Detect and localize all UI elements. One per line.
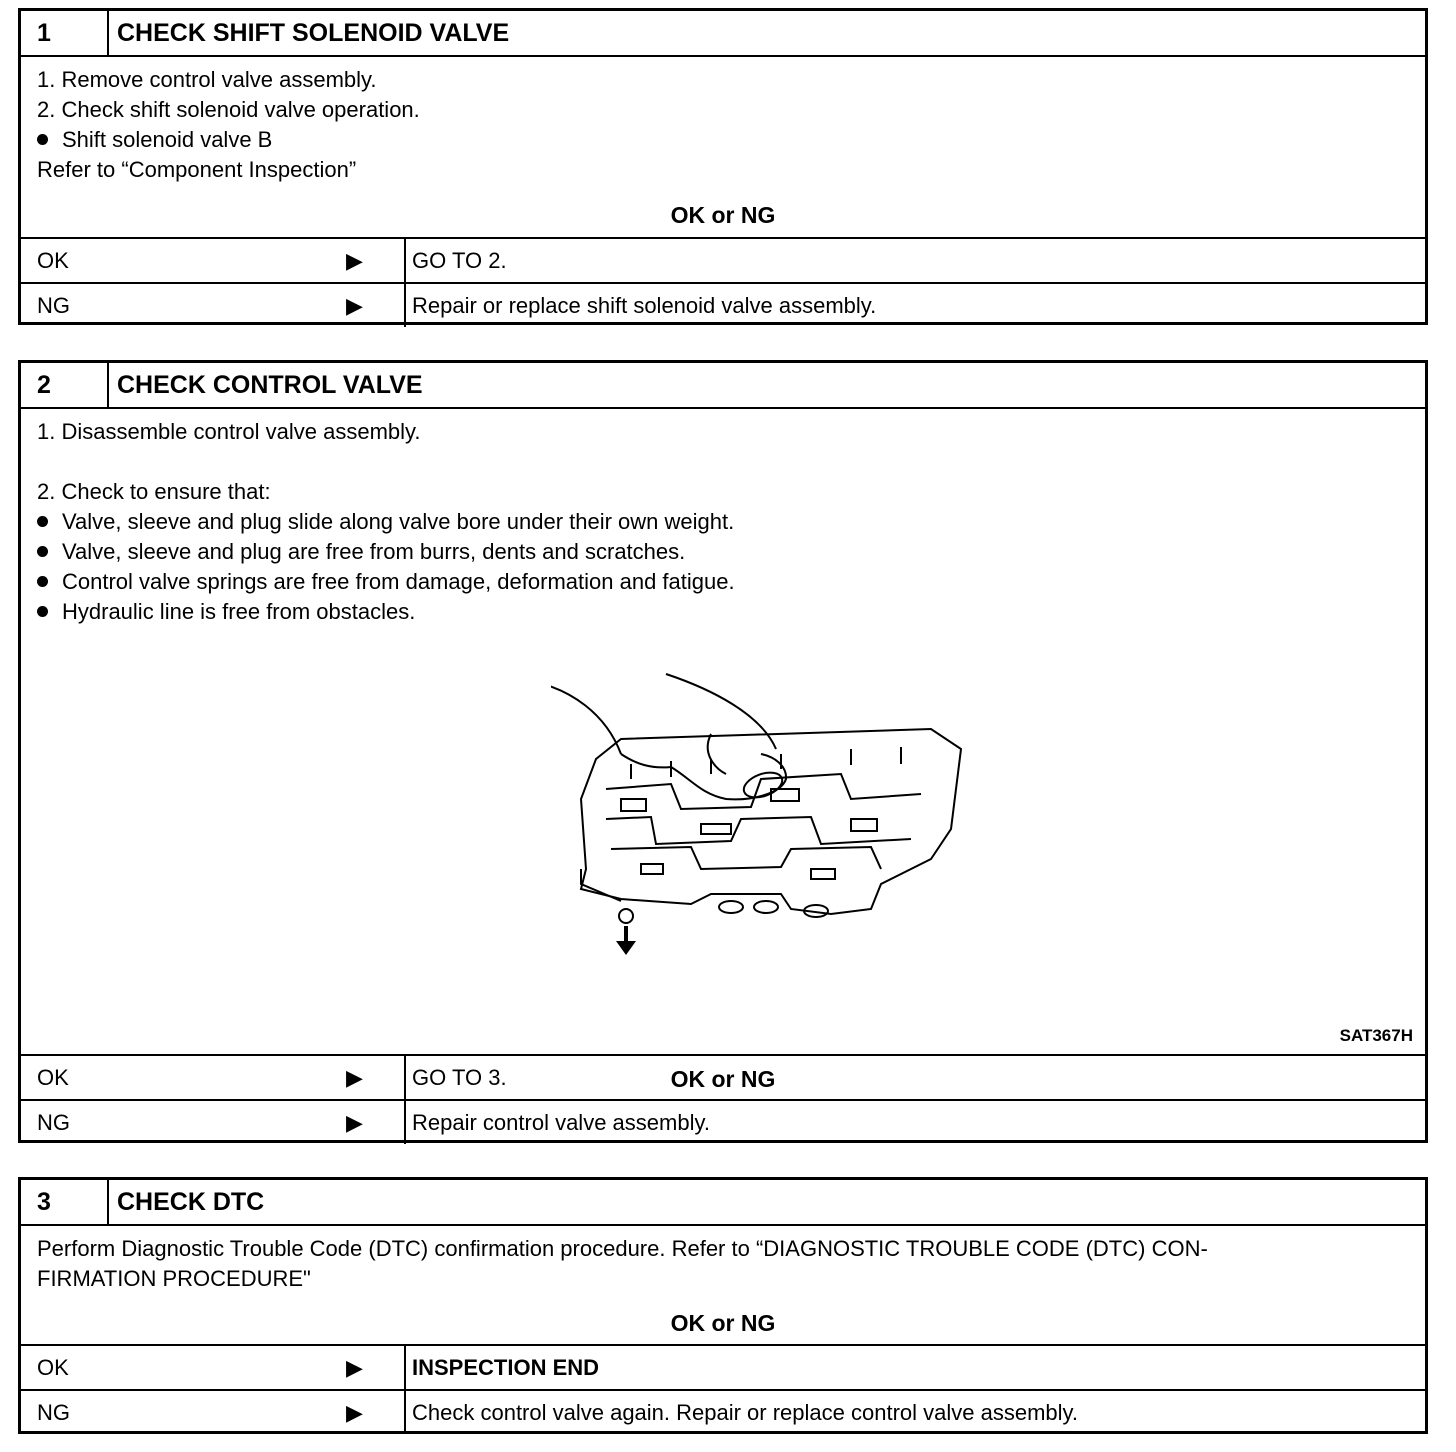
bullet-item [37,125,272,155]
bullet-text: Shift solenoid valve B [62,127,273,152]
bullet-text: Valve, sleeve and plug are free from burrs, dents and scratches. [62,539,686,564]
step-1-body [21,57,1425,239]
result-action: Repair control valve assembly. [412,1110,710,1135]
result-label: OK [37,248,69,273]
ok-or-ng-heading: OK or NG [670,202,776,228]
step-3-box [18,1177,1428,1434]
result-row-ng [21,282,1425,327]
result-action: INSPECTION END [412,1355,600,1380]
result-label: NG [37,1110,70,1135]
step-title: CHECK CONTROL VALVE [117,371,423,399]
step-title: CHECK SHIFT SOLENOID VALVE [117,19,510,47]
instruction-line: FIRMATION PROCEDURE" [37,1266,311,1291]
bullet-icon [37,546,48,557]
result-action: Check control valve again. Repair or replace control valve assembly. [412,1400,1079,1425]
arrow-right-icon: ▶ [346,1400,363,1425]
result-action: Repair or replace shift solenoid valve assembly. [412,293,877,318]
bullet-text: Hydraulic line is free from obstacles. [62,599,416,624]
step-number: 1 [21,11,109,55]
instruction-line: Refer to “Component Inspection” [37,157,357,182]
result-label: NG [37,1400,70,1425]
bullet-item [37,597,415,627]
arrow-right-icon: ▶ [346,1355,363,1380]
instruction-line: 1. Remove control valve assembly. [37,67,377,92]
bullet-item [37,567,735,597]
instruction-line: 2. Check shift solenoid valve operation. [37,97,420,122]
result-label: OK [37,1065,69,1090]
bullet-icon [37,516,48,527]
step-3-body [21,1226,1425,1346]
result-row-ok [21,1346,1425,1389]
instruction-line: 2. Check to ensure that: [37,479,271,504]
result-row-ng [21,1389,1425,1434]
arrow-right-icon: ▶ [346,1065,363,1090]
arrow-right-icon: ▶ [346,293,363,318]
figure-code: SAT367H [1339,1026,1413,1045]
result-row-ok [21,239,1425,282]
result-label: NG [37,293,70,318]
bullet-text: Control valve springs are free from damage, deformation and fatigue. [62,569,735,594]
result-action: GO TO 3. [412,1065,507,1090]
step-number: 3 [21,1180,109,1224]
result-action: GO TO 2. [412,248,507,273]
step-title: CHECK DTC [117,1188,265,1216]
ok-or-ng-heading: OK or NG [670,1310,776,1336]
step-1-box [18,8,1428,325]
instruction-line: 1. Disassemble control valve assembly. [37,419,421,444]
step-number: 2 [21,363,109,407]
control-valve-illustration [551,669,981,959]
arrow-right-icon: ▶ [346,1110,363,1135]
ok-or-ng-heading: OK or NG [670,1066,776,1092]
result-row-ng [21,1099,1425,1144]
bullet-item [37,507,734,537]
step-1-header [21,11,1425,57]
bullet-icon [37,134,48,145]
bullet-icon [37,606,48,617]
instruction-line: Perform Diagnostic Trouble Code (DTC) confirmation procedure. Refer to “DIAGNOSTIC TROUBLE CODE (DTC) CON- [37,1236,1208,1261]
step-3-header [21,1180,1425,1226]
result-label: OK [37,1355,69,1380]
bullet-item [37,537,685,567]
step-2-header [21,363,1425,409]
step-2-box [18,360,1428,1143]
arrow-right-icon: ▶ [346,248,363,273]
bullet-text: Valve, sleeve and plug slide along valve bore under their own weight. [62,509,735,534]
bullet-icon [37,576,48,587]
